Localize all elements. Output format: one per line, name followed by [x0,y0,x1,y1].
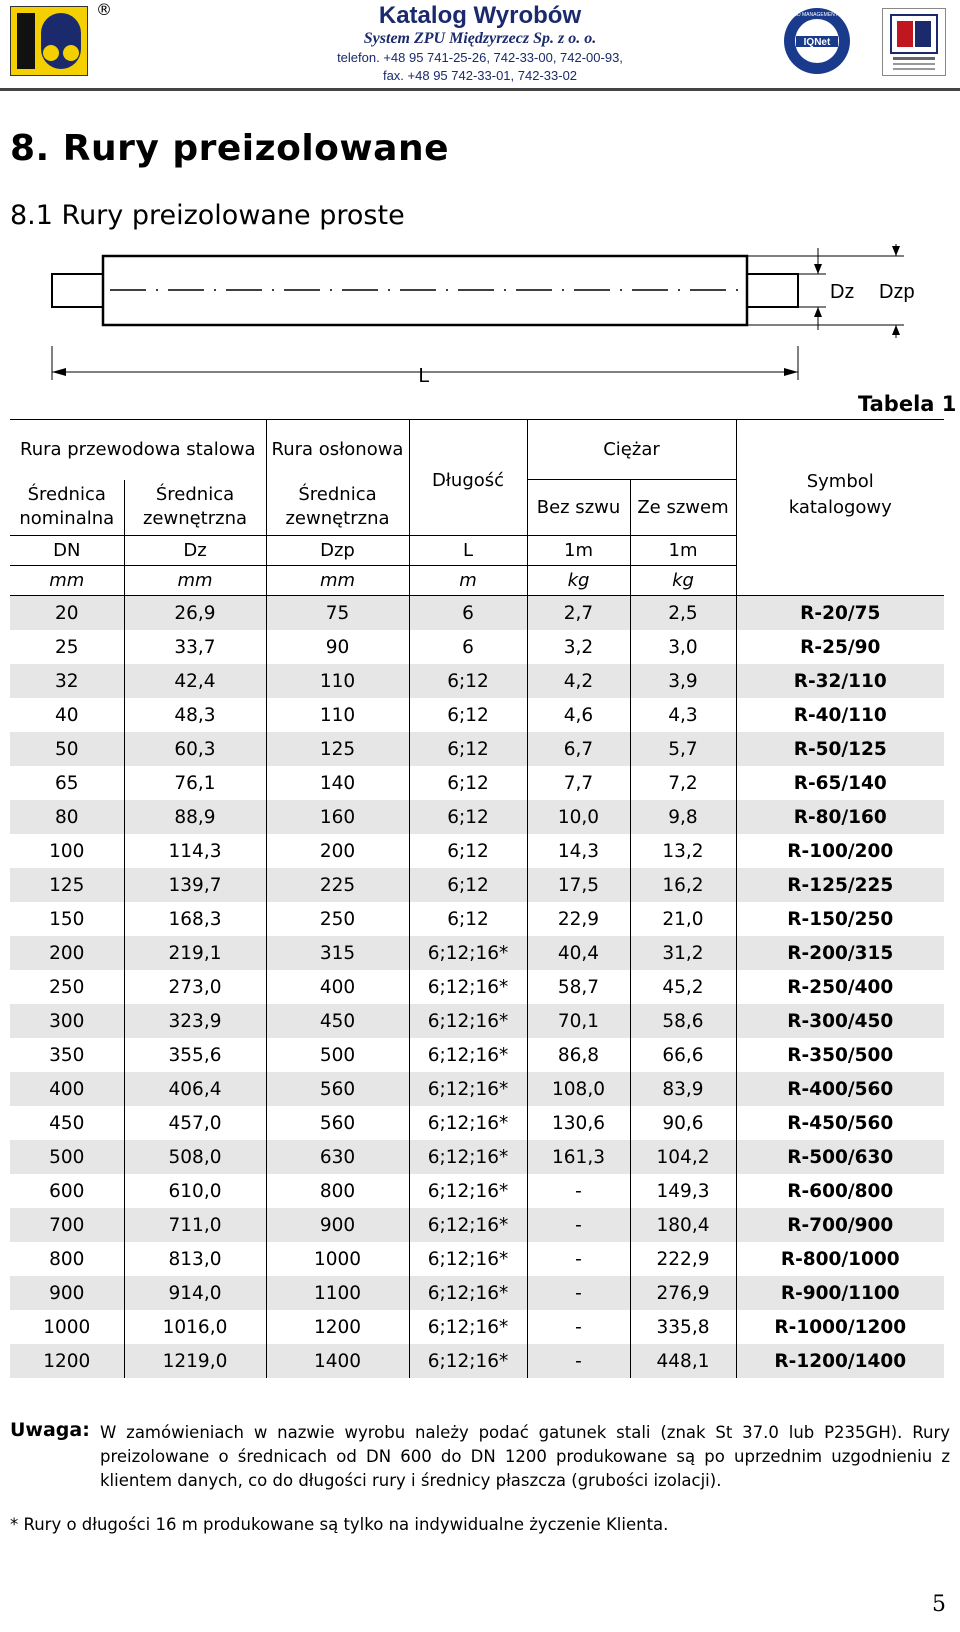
cell-seamless: 86,8 [527,1038,630,1072]
cell-dn: 1000 [10,1310,124,1344]
cell-dzp: 800 [266,1174,409,1208]
cell-welded: 104,2 [630,1140,736,1174]
cell-dzp: 1200 [266,1310,409,1344]
header-steel-pipe: Rura przewodowa stalowa [10,420,266,480]
header-symbol-dn: DN [10,536,124,566]
cell-seamless: 14,3 [527,834,630,868]
cell-dz: 406,4 [124,1072,266,1106]
cell-dzp: 160 [266,800,409,834]
cell-dz: 813,0 [124,1242,266,1276]
table-row [10,1004,944,1038]
steel-pipe-right-end [747,274,798,307]
cell-dn: 50 [10,732,124,766]
cell-symbol: R-200/315 [736,936,944,970]
cell-dzp: 315 [266,936,409,970]
unit-symbol-empty [736,566,944,596]
cell-dz: 114,3 [124,834,266,868]
cell-l: 6;12 [409,732,527,766]
cell-dzp: 225 [266,868,409,902]
cell-welded: 2,5 [630,596,736,631]
cell-l: 6;12;16* [409,1072,527,1106]
cell-dzp: 200 [266,834,409,868]
header-divider [0,88,960,91]
cell-welded: 83,9 [630,1072,736,1106]
cell-dn: 40 [10,698,124,732]
cell-dz: 1219,0 [124,1344,266,1378]
cell-dn: 500 [10,1140,124,1174]
cell-symbol: R-125/225 [736,868,944,902]
cell-dz: 323,9 [124,1004,266,1038]
cell-welded: 448,1 [630,1344,736,1378]
company-phone: telefon. +48 95 741-25-26, 742-33-00, 742-00-93, [337,50,623,65]
header-symbol-dz: Dz [124,536,266,566]
cell-dn: 20 [10,596,124,631]
cell-dn: 125 [10,868,124,902]
cell-l: 6;12;16* [409,1106,527,1140]
header-symbol-label: Symbol katalogowy [788,470,892,518]
cell-l: 6;12;16* [409,1310,527,1344]
cell-symbol: R-25/90 [800,636,881,658]
cell-symbol: R-250/400 [787,976,894,998]
cell-dz: 26,9 [124,596,266,631]
header-symbol-dzp: Dzp [266,536,409,566]
header-weight: Ciężar [527,420,736,480]
cell-dz: 168,3 [124,902,266,936]
company-logo [10,6,88,76]
table-row [10,698,944,732]
table-row [10,834,944,868]
cell-dz: 139,7 [124,868,266,902]
cell-seamless: - [527,1174,630,1208]
header-casing-outer-diameter: Średnica zewnętrzna [266,480,409,536]
cell-seamless: 4,6 [527,698,630,732]
table-row [10,1276,944,1310]
cell-l: 6;12;16* [409,1140,527,1174]
cell-welded: 66,6 [630,1038,736,1072]
cell-dzp: 630 [266,1140,409,1174]
table-row [10,1072,944,1106]
cell-dn: 250 [10,970,124,1004]
cell-l: 6;12 [409,800,527,834]
cell-symbol: R-400/560 [736,1072,944,1106]
cell-welded: 180,4 [630,1208,736,1242]
iqnet-ring-text: CERTIFIED MANAGEMENT SYSTEM [774,12,860,18]
header-length: Długość [409,420,527,536]
cell-symbol: R-900/1100 [736,1276,944,1310]
cell-l: 6;12;16* [409,1276,527,1310]
table-row [10,970,944,1004]
cell-l: 6;12;16* [409,970,527,1004]
company-name: System ZPU Międzyrzecz Sp. z o. o. [363,30,597,47]
cell-dz: 914,0 [124,1276,266,1310]
header-welded: Ze szwem [630,480,736,536]
cell-symbol: R-20/75 [736,596,944,631]
cell-dn: 700 [10,1208,124,1242]
cell-l: 6;12 [409,868,527,902]
cell-l: 6 [409,630,527,664]
cell-symbol: R-100/200 [787,840,894,862]
cell-dz: 33,7 [124,630,266,664]
cell-seamless: - [527,1242,630,1276]
cell-welded: 276,9 [630,1276,736,1310]
cell-seamless: 22,9 [527,902,630,936]
cell-dn: 150 [10,902,124,936]
table-row [10,868,944,902]
cell-dn: 450 [10,1106,124,1140]
note-text: W zamówieniach w nazwie wyrobu należy podać gatunek stali (znak St 37.0 lub P235GH). Rury preizolowane o średnicach od DN 600 do DN 1200 produkowane są po uprzednim uzgodnieniu z klientem danych, co do długości rury i średnicy płaszcza (grubości izolacji). [100,1423,950,1490]
cell-dz: 42,4 [124,664,266,698]
cell-symbol: R-65/140 [793,772,887,794]
cell-seamless: 130,6 [527,1106,630,1140]
unit-dz: mm [124,566,266,596]
cell-dzp: 500 [266,1038,409,1072]
cell-welded: 13,2 [630,834,736,868]
cell-welded: 335,8 [630,1310,736,1344]
unit-seamless: kg [527,566,630,596]
pipe-catalog-table [10,419,944,1378]
header-symbol-seamless: 1m [527,536,630,566]
cell-welded: 58,6 [630,1004,736,1038]
cell-dz: 88,9 [124,800,266,834]
cell-symbol: R-500/630 [736,1140,944,1174]
cell-dn: 65 [10,766,124,800]
cell-seamless: - [527,1276,630,1310]
table-row [10,1038,944,1072]
table-row [10,936,944,970]
cell-welded: 9,8 [630,800,736,834]
cell-welded: 16,2 [630,868,736,902]
cell-symbol: R-600/800 [787,1180,894,1202]
cell-welded: 222,9 [630,1242,736,1276]
cell-dzp: 250 [266,902,409,936]
table-row [10,1140,944,1174]
subsection-title: 8.1 Rury preizolowane proste [10,200,405,231]
table-row [10,664,944,698]
unit-l: m [409,566,527,596]
cell-dzp: 75 [266,596,409,631]
cell-seamless: 10,0 [527,800,630,834]
cell-l: 6;12;16* [409,1038,527,1072]
catalog-title: Katalog Wyrobów [378,2,582,29]
cell-seamless: 2,7 [527,596,630,631]
table-row [10,766,944,800]
table-row [10,800,944,834]
table-row [10,1310,944,1344]
cell-dz: 457,0 [124,1106,266,1140]
cell-dn: 80 [10,800,124,834]
cell-dzp: 110 [266,698,409,732]
table-row [10,1242,944,1276]
cell-seamless: 7,7 [527,766,630,800]
table-body [10,596,944,1379]
table-row [10,902,944,936]
cell-symbol: R-800/1000 [780,1248,900,1270]
cell-dz: 219,1 [124,936,266,970]
table-row [10,1208,944,1242]
unit-dn: mm [10,566,124,596]
header-seamless: Bez szwu [527,480,630,536]
cell-seamless: 17,5 [527,868,630,902]
cell-symbol: R-300/450 [736,1004,944,1038]
cell-l: 6;12;16* [409,1174,527,1208]
cell-welded: 45,2 [630,970,736,1004]
cell-dz: 48,3 [124,698,266,732]
table-header [10,420,944,596]
cell-welded: 149,3 [630,1174,736,1208]
unit-welded: kg [630,566,736,596]
cell-dn: 1200 [10,1344,124,1378]
cell-welded: 21,0 [630,902,736,936]
cell-l: 6;12 [409,834,527,868]
cell-dzp: 900 [266,1208,409,1242]
note-label: Uwaga: [10,1419,90,1441]
cell-dzp: 400 [266,970,409,1004]
cell-welded: 3,0 [630,630,736,664]
cell-dn: 600 [10,1174,124,1208]
iqnet-logo-text: IQNet [803,37,831,48]
pipe-drawing [0,240,960,390]
cell-l: 6;12;16* [409,1004,527,1038]
cell-welded: 90,6 [630,1106,736,1140]
cell-l: 6;12 [409,766,527,800]
cell-seamless: 58,7 [527,970,630,1004]
unit-dzp: mm [266,566,409,596]
cell-symbol: R-32/110 [736,664,944,698]
cell-l: 6;12;16* [409,1242,527,1276]
cell-dzp: 1400 [266,1344,409,1378]
table-row [10,1344,944,1378]
cell-seamless: 3,2 [527,630,630,664]
dzp-dimension-label: Dzp [879,281,915,303]
page-number: 5 [932,1592,946,1617]
cell-l: 6;12 [409,902,527,936]
cell-welded: 5,7 [630,732,736,766]
cell-dz: 508,0 [124,1140,266,1174]
cell-dzp: 125 [266,732,409,766]
cell-dzp: 90 [266,630,409,664]
cell-dn: 400 [10,1072,124,1106]
cell-welded: 3,9 [630,664,736,698]
table-row [10,596,944,631]
company-logo-graphic [11,7,87,75]
cell-symbol: R-80/160 [736,800,944,834]
cell-dz: 610,0 [124,1174,266,1208]
cell-dz: 60,3 [124,732,266,766]
cell-dzp: 1100 [266,1276,409,1310]
cell-dzp: 1000 [266,1242,409,1276]
cell-seamless: - [527,1344,630,1378]
cell-symbol: R-1000/1200 [774,1316,907,1338]
cell-dz: 355,6 [124,1038,266,1072]
cell-seamless: 40,4 [527,936,630,970]
cell-dz: 273,0 [124,970,266,1004]
header-casing-pipe: Rura osłonowa [266,420,409,480]
cell-symbol: R-350/500 [787,1044,894,1066]
cell-dz: 711,0 [124,1208,266,1242]
cell-seamless: - [527,1310,630,1344]
header-symbol-l: L [409,536,527,566]
cell-welded: 31,2 [630,936,736,970]
cell-seamless: 4,2 [527,664,630,698]
cell-seamless: 6,7 [527,732,630,766]
cell-welded: 7,2 [630,766,736,800]
footnote: * Rury o długości 16 m produkowane są tylko na indywidualne życzenie Klienta. [10,1515,669,1534]
cell-dzp: 450 [266,1004,409,1038]
cell-dn: 32 [10,664,124,698]
section-title: 8. Rury preizolowane [10,128,449,169]
pcbc-certification-logo [882,8,946,76]
table-row [10,630,944,664]
cell-symbol: R-1200/1400 [736,1344,944,1378]
cell-dzp: 560 [266,1072,409,1106]
cell-welded: 4,3 [630,698,736,732]
cell-l: 6;12;16* [409,1344,527,1378]
cell-l: 6;12 [409,664,527,698]
cell-dzp: 110 [266,664,409,698]
cell-dn: 350 [10,1038,124,1072]
cell-seamless: - [527,1208,630,1242]
header-outer-diameter: Średnica zewnętrzna [124,480,266,536]
cell-dz: 1016,0 [124,1310,266,1344]
length-dimension-label: L [418,365,430,387]
cell-seamless: 70,1 [527,1004,630,1038]
table-label: Tabela 1 [858,392,957,416]
header-nominal-diameter: Średnica nominalna [10,480,124,536]
cell-seamless: 161,3 [527,1140,630,1174]
cell-dzp: 560 [266,1106,409,1140]
cell-dzp: 140 [266,766,409,800]
table-row [10,1106,944,1140]
header-symbol [736,420,944,536]
steel-pipe-left-end [52,274,103,307]
header-symbol-empty [736,536,944,566]
iqnet-certification-logo [774,6,860,76]
table-row [10,1174,944,1208]
cell-dn: 25 [10,630,124,664]
cell-dn: 800 [10,1242,124,1276]
cell-symbol: R-150/250 [787,908,894,930]
cell-dn: 300 [10,1004,124,1038]
cell-l: 6;12;16* [409,1208,527,1242]
cell-symbol: R-450/560 [787,1112,894,1134]
header-symbol-welded: 1m [630,536,736,566]
cell-dn: 200 [10,936,124,970]
cell-l: 6;12 [409,698,527,732]
cell-symbol: R-700/900 [736,1208,944,1242]
cell-dn: 900 [10,1276,124,1310]
cell-seamless: 108,0 [527,1072,630,1106]
registered-mark: ® [96,0,112,19]
company-fax: fax. +48 95 742-33-01, 742-33-02 [382,68,578,83]
cell-l: 6;12;16* [409,936,527,970]
cell-symbol: R-50/125 [736,732,944,766]
cell-dz: 76,1 [124,766,266,800]
table-row [10,732,944,766]
cell-symbol: R-40/110 [793,704,887,726]
cell-l: 6 [409,596,527,631]
dz-dimension-label: Dz [830,281,855,303]
cell-dn: 100 [10,834,124,868]
